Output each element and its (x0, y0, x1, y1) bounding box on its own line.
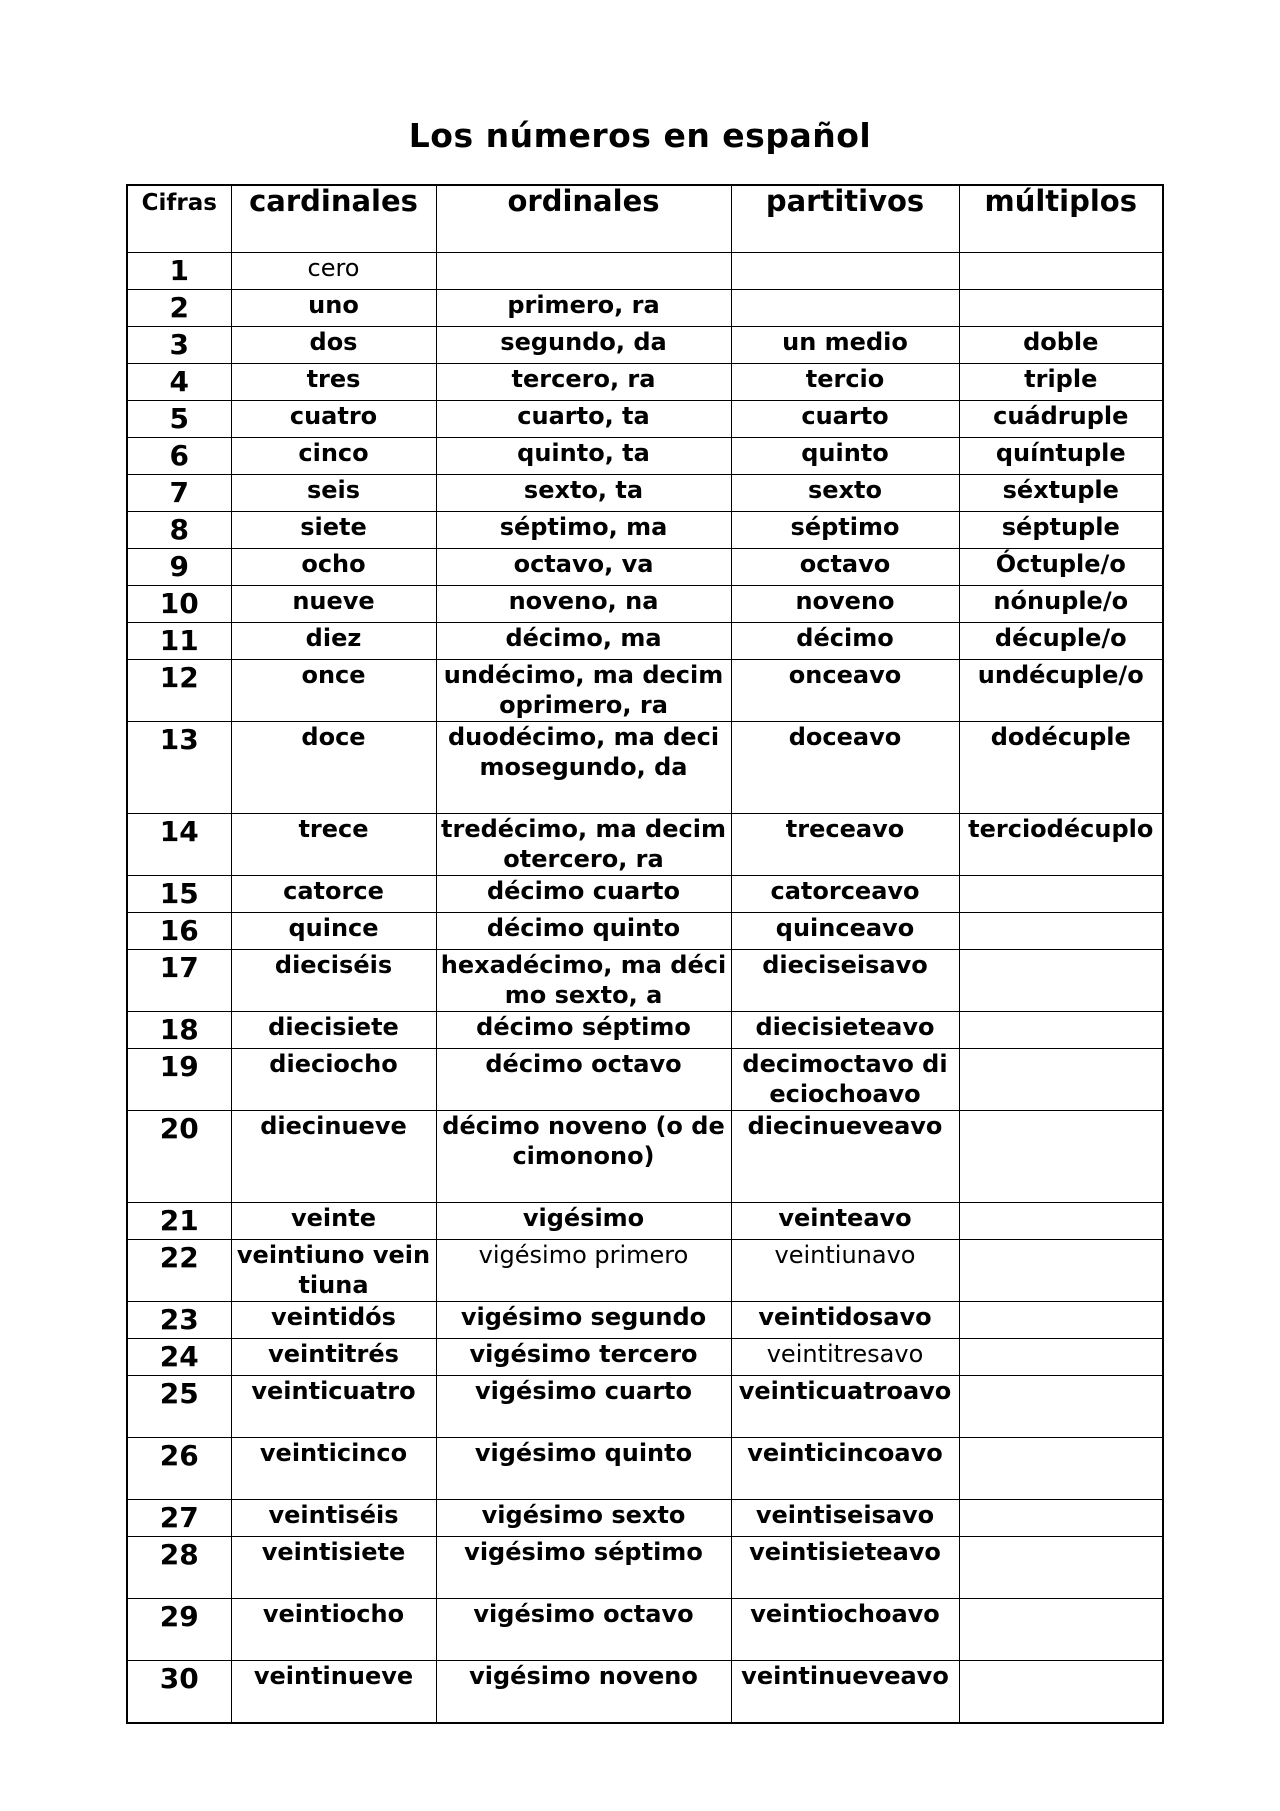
cifra-cell: 26 (127, 1438, 231, 1500)
table-row (127, 1302, 1163, 1339)
multiplo-cell: quíntuple (959, 438, 1163, 475)
ordinal-cell: segundo, da (436, 327, 731, 364)
cardinal-cell: cinco (231, 438, 436, 475)
cardinal-cell: veintiséis (231, 1500, 436, 1537)
ordinal-cell (436, 253, 731, 290)
multiplo-cell (959, 1203, 1163, 1240)
partitivo-cell: decimoctavo dieciochoavo (731, 1049, 959, 1111)
table-row (127, 327, 1163, 364)
ordinal-cell: noveno, na (436, 586, 731, 623)
table-row (127, 1599, 1163, 1661)
multiplo-cell: dodécuple (959, 722, 1163, 814)
ordinal-cell: décimo octavo (436, 1049, 731, 1111)
cardinal-cell: dieciocho (231, 1049, 436, 1111)
table-row (127, 475, 1163, 512)
cardinal-cell: cuatro (231, 401, 436, 438)
ordinal-cell: quinto, ta (436, 438, 731, 475)
cifra-cell: 23 (127, 1302, 231, 1339)
partitivo-cell: veintidosavo (731, 1302, 959, 1339)
cifra-cell: 15 (127, 876, 231, 913)
cardinal-cell: once (231, 660, 436, 722)
multiplo-cell: doble (959, 327, 1163, 364)
partitivo-cell: veinticincoavo (731, 1438, 959, 1500)
table-row (127, 623, 1163, 660)
multiplo-cell: séptuple (959, 512, 1163, 549)
table-row (127, 549, 1163, 586)
ordinal-cell: vigésimo noveno (436, 1661, 731, 1724)
cifra-cell: 27 (127, 1500, 231, 1537)
table-row (127, 401, 1163, 438)
cardinal-cell: veinte (231, 1203, 436, 1240)
multiplo-cell: nónuple/o (959, 586, 1163, 623)
partitivo-cell: veintinueveavo (731, 1661, 959, 1724)
multiplo-cell (959, 950, 1163, 1012)
multiplo-cell (959, 1240, 1163, 1302)
table-row (127, 913, 1163, 950)
partitivo-cell: veintitresavo (731, 1339, 959, 1376)
cifra-cell: 17 (127, 950, 231, 1012)
cifra-cell: 6 (127, 438, 231, 475)
cardinal-cell: dos (231, 327, 436, 364)
cardinal-cell: trece (231, 814, 436, 876)
cardinal-cell: diez (231, 623, 436, 660)
partitivo-cell: treceavo (731, 814, 959, 876)
ordinal-cell: tredécimo, ma decimotercero, ra (436, 814, 731, 876)
partitivo-cell: veinteavo (731, 1203, 959, 1240)
header-multiplos: múltiplos (959, 185, 1163, 253)
partitivo-cell: veintiochoavo (731, 1599, 959, 1661)
header-cifras: Cifras (127, 185, 231, 253)
cifra-cell: 24 (127, 1339, 231, 1376)
partitivo-cell: noveno (731, 586, 959, 623)
partitivo-cell: veinticuatroavo (731, 1376, 959, 1438)
cardinal-cell: doce (231, 722, 436, 814)
cifra-cell: 29 (127, 1599, 231, 1661)
header-partitivos: partitivos (731, 185, 959, 253)
multiplo-cell (959, 1438, 1163, 1500)
cifra-cell: 10 (127, 586, 231, 623)
cifra-cell: 12 (127, 660, 231, 722)
cardinal-cell: veintisiete (231, 1537, 436, 1599)
cardinal-cell: ocho (231, 549, 436, 586)
ordinal-cell: vigésimo sexto (436, 1500, 731, 1537)
cardinal-cell: veintiuno veintiuna (231, 1240, 436, 1302)
table-row (127, 722, 1163, 814)
ordinal-cell: décimo séptimo (436, 1012, 731, 1049)
table-row (127, 1376, 1163, 1438)
ordinal-cell: hexadécimo, ma décimo sexto, a (436, 950, 731, 1012)
table-row (127, 660, 1163, 722)
multiplo-cell (959, 1111, 1163, 1203)
cardinal-cell: veintidós (231, 1302, 436, 1339)
table-row (127, 586, 1163, 623)
cifra-cell: 13 (127, 722, 231, 814)
cifra-cell: 8 (127, 512, 231, 549)
cifra-cell: 20 (127, 1111, 231, 1203)
table-row (127, 1339, 1163, 1376)
table-row (127, 950, 1163, 1012)
table-row (127, 253, 1163, 290)
ordinal-cell: vigésimo primero (436, 1240, 731, 1302)
table-row (127, 1049, 1163, 1111)
header-ordinales: ordinales (436, 185, 731, 253)
partitivo-cell (731, 290, 959, 327)
cardinal-cell: uno (231, 290, 436, 327)
partitivo-cell: catorceavo (731, 876, 959, 913)
multiplo-cell: terciodécuplo (959, 814, 1163, 876)
multiplo-cell (959, 876, 1163, 913)
cardinal-cell: catorce (231, 876, 436, 913)
partitivo-cell: cuarto (731, 401, 959, 438)
table-row (127, 1438, 1163, 1500)
multiplo-cell (959, 1537, 1163, 1599)
cifra-cell: 30 (127, 1661, 231, 1724)
cardinal-cell: veinticuatro (231, 1376, 436, 1438)
partitivo-cell: octavo (731, 549, 959, 586)
ordinal-cell: cuarto, ta (436, 401, 731, 438)
ordinal-cell: décimo cuarto (436, 876, 731, 913)
multiplo-cell (959, 1302, 1163, 1339)
ordinal-cell: vigésimo tercero (436, 1339, 731, 1376)
multiplo-cell (959, 913, 1163, 950)
partitivo-cell: tercio (731, 364, 959, 401)
cardinal-cell: dieciséis (231, 950, 436, 1012)
multiplo-cell (959, 1012, 1163, 1049)
ordinal-cell: duodécimo, ma decimosegundo, da (436, 722, 731, 814)
ordinal-cell: vigésimo segundo (436, 1302, 731, 1339)
cifra-cell: 5 (127, 401, 231, 438)
ordinal-cell: vigésimo quinto (436, 1438, 731, 1500)
multiplo-cell: décuple/o (959, 623, 1163, 660)
cardinal-cell: veinticinco (231, 1438, 436, 1500)
partitivo-cell: séptimo (731, 512, 959, 549)
ordinal-cell: décimo noveno (o decimonono) (436, 1111, 731, 1203)
ordinal-cell: vigésimo cuarto (436, 1376, 731, 1438)
table-row (127, 1012, 1163, 1049)
multiplo-cell (959, 253, 1163, 290)
table-row (127, 364, 1163, 401)
multiplo-cell: undécuple/o (959, 660, 1163, 722)
ordinal-cell: tercero, ra (436, 364, 731, 401)
cifra-cell: 14 (127, 814, 231, 876)
partitivo-cell: sexto (731, 475, 959, 512)
table-row (127, 1500, 1163, 1537)
cardinal-cell: tres (231, 364, 436, 401)
multiplo-cell (959, 290, 1163, 327)
partitivo-cell (731, 253, 959, 290)
ordinal-cell: vigésimo octavo (436, 1599, 731, 1661)
cifra-cell: 16 (127, 913, 231, 950)
table-row (127, 876, 1163, 913)
cifra-cell: 2 (127, 290, 231, 327)
cifra-cell: 7 (127, 475, 231, 512)
cifra-cell: 19 (127, 1049, 231, 1111)
cardinal-cell: veintitrés (231, 1339, 436, 1376)
multiplo-cell (959, 1049, 1163, 1111)
cifra-cell: 1 (127, 253, 231, 290)
ordinal-cell: octavo, va (436, 549, 731, 586)
partitivo-cell: quinto (731, 438, 959, 475)
table-row (127, 438, 1163, 475)
ordinal-cell: vigésimo (436, 1203, 731, 1240)
cardinal-cell: veintiocho (231, 1599, 436, 1661)
table-row (127, 1240, 1163, 1302)
cifra-cell: 18 (127, 1012, 231, 1049)
multiplo-cell (959, 1500, 1163, 1537)
multiplo-cell: Óctuple/o (959, 549, 1163, 586)
page-title: Los números en español (408, 116, 872, 155)
partitivo-cell: onceavo (731, 660, 959, 722)
cardinal-cell: quince (231, 913, 436, 950)
partitivo-cell: veintisieteavo (731, 1537, 959, 1599)
cifra-cell: 11 (127, 623, 231, 660)
table-row (127, 1203, 1163, 1240)
multiplo-cell (959, 1339, 1163, 1376)
numbers-table (126, 184, 1164, 1724)
table-row (127, 290, 1163, 327)
multiplo-cell: triple (959, 364, 1163, 401)
cardinal-cell: cero (231, 253, 436, 290)
cifra-cell: 3 (127, 327, 231, 364)
ordinal-cell: undécimo, ma decimoprimero, ra (436, 660, 731, 722)
partitivo-cell: veintiunavo (731, 1240, 959, 1302)
partitivo-cell: diecisieteavo (731, 1012, 959, 1049)
multiplo-cell (959, 1599, 1163, 1661)
table-row (127, 1661, 1163, 1724)
ordinal-cell: vigésimo séptimo (436, 1537, 731, 1599)
cardinal-cell: seis (231, 475, 436, 512)
multiplo-cell (959, 1376, 1163, 1438)
table-body (127, 253, 1163, 1724)
cardinal-cell: siete (231, 512, 436, 549)
table-row (127, 512, 1163, 549)
ordinal-cell: séptimo, ma (436, 512, 731, 549)
cifra-cell: 22 (127, 1240, 231, 1302)
cifra-cell: 28 (127, 1537, 231, 1599)
cardinal-cell: nueve (231, 586, 436, 623)
ordinal-cell: décimo, ma (436, 623, 731, 660)
cardinal-cell: veintinueve (231, 1661, 436, 1724)
table-row (127, 814, 1163, 876)
partitivo-cell: veintiseisavo (731, 1500, 959, 1537)
multiplo-cell: séxtuple (959, 475, 1163, 512)
table-row (127, 1111, 1163, 1203)
partitivo-cell: diecinueveavo (731, 1111, 959, 1203)
header-row (127, 185, 1163, 253)
partitivo-cell: quinceavo (731, 913, 959, 950)
cifra-cell: 25 (127, 1376, 231, 1438)
ordinal-cell: décimo quinto (436, 913, 731, 950)
table-header (127, 185, 1163, 253)
ordinal-cell: sexto, ta (436, 475, 731, 512)
cifra-cell: 21 (127, 1203, 231, 1240)
table-row (127, 1537, 1163, 1599)
cardinal-cell: diecisiete (231, 1012, 436, 1049)
partitivo-cell: décimo (731, 623, 959, 660)
ordinal-cell: primero, ra (436, 290, 731, 327)
partitivo-cell: dieciseisavo (731, 950, 959, 1012)
partitivo-cell: doceavo (731, 722, 959, 814)
multiplo-cell (959, 1661, 1163, 1724)
cardinal-cell: diecinueve (231, 1111, 436, 1203)
partitivo-cell: un medio (731, 327, 959, 364)
header-cardinales: cardinales (231, 185, 436, 253)
cifra-cell: 9 (127, 549, 231, 586)
multiplo-cell: cuádruple (959, 401, 1163, 438)
cifra-cell: 4 (127, 364, 231, 401)
